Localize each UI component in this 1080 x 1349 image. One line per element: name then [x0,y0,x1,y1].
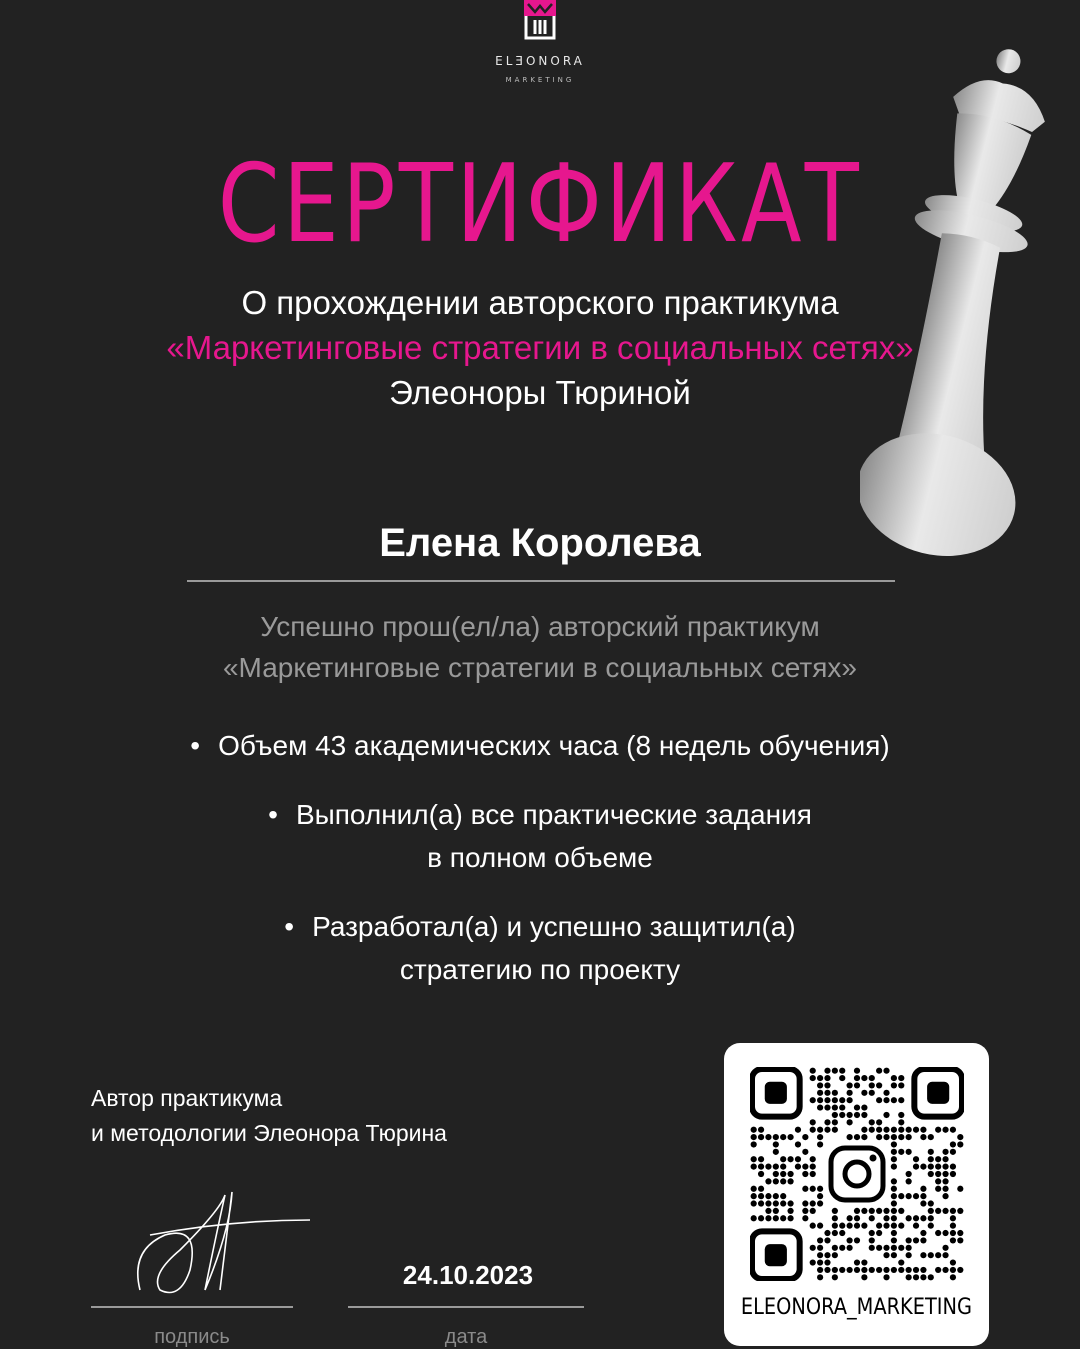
author-block [91,1081,591,1151]
completion-text [0,606,1080,688]
issue-date: 24.10.2023 [402,1260,534,1290]
bullet-icon: • [190,730,201,761]
brand-logo [487,0,593,90]
date-label: дата [444,1326,488,1348]
signature-label: подпись [154,1326,230,1348]
certificate-subtitle: О прохождении авторского практикума [241,284,839,321]
list-item-text-cont: стратегию по проекту [399,954,681,985]
list-item [0,793,1080,879]
list-item [0,724,1080,767]
bullet-icon: • [268,799,278,830]
course-name: «Маркетинговые стратегии в социальных сетях» [166,329,914,366]
author-name: Элеоноры Тюриной [389,374,691,411]
list-item-text-cont: в полном объеме [427,842,653,873]
author-line-2: и методологии Элеонора Тюрина [91,1120,447,1146]
bullet-icon: • [284,911,295,942]
signature-icon [120,1180,320,1310]
logo-subtitle: MARKETING [505,76,575,84]
author-line-1: Автор практикума [91,1085,283,1111]
list-item-text: Выполнил(а) все практические задания [295,799,812,830]
qr-code-card[interactable] [724,1043,989,1346]
recipient-name: Елена Королева [379,521,701,565]
completion-line-2: «Маркетинговые стратегии в социальных сетях» [222,652,857,683]
list-item [0,905,1080,991]
name-underline [187,580,895,582]
list-item-text: Разработал(а) и успешно защитил(а) [312,911,796,942]
achievements-list [0,724,1080,991]
logo-mark-icon [522,0,558,40]
qr-handle: ELEONORA_MARKETING [740,1295,973,1320]
instagram-icon [831,1148,883,1200]
logo-name: ELƎONORA [495,54,585,68]
certificate-title: СЕРТИФИКАТ [217,142,863,267]
completion-line-1: Успешно прош(ел/ла) авторский практикум [260,611,820,642]
list-item-text: Объем 43 академических часа (8 недель обучения) [218,730,890,761]
qr-code[interactable] [750,1067,964,1281]
date-line [348,1306,584,1308]
signature-line [91,1306,293,1308]
